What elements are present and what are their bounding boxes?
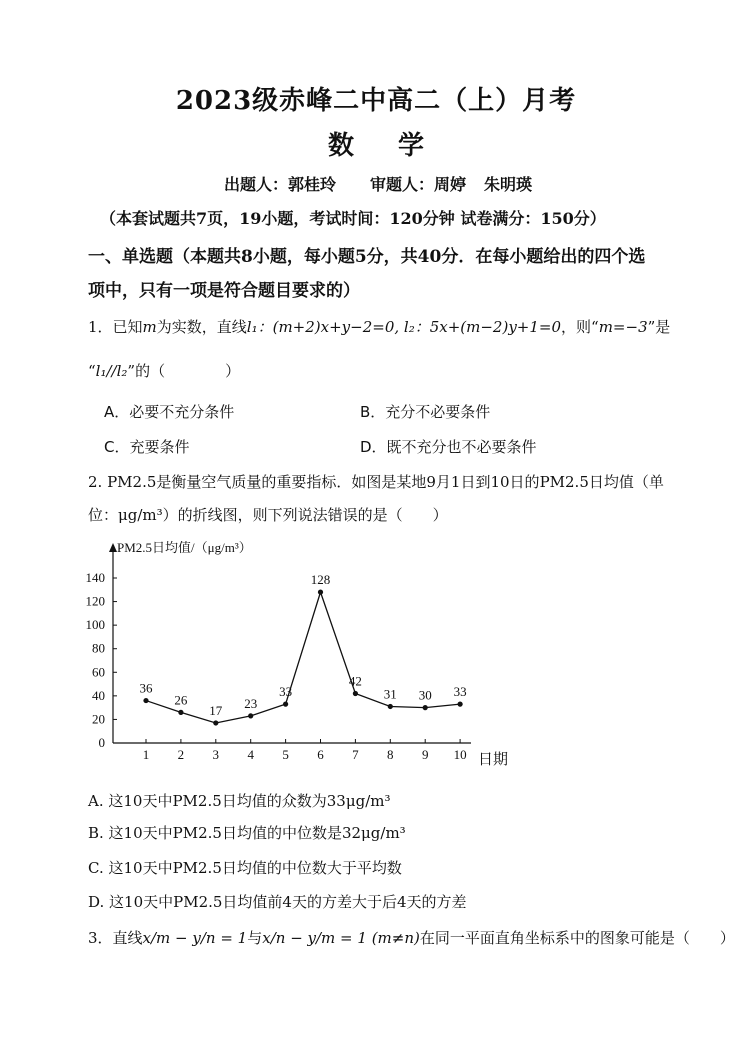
y-tick-label: 100	[86, 617, 105, 633]
x-tick-label: 4	[247, 747, 254, 762]
data-label: 26	[174, 692, 188, 708]
section-heading-line2: 项中，只有一项是符合题目要求的）	[88, 281, 360, 301]
q1-option-c[interactable]: C．充要条件	[104, 438, 190, 456]
y-tick-label: 80	[92, 640, 105, 656]
data-label: 23	[244, 695, 258, 711]
chart-ticks	[86, 570, 467, 762]
q1-parallel: l₁//l₂	[95, 362, 128, 380]
q1-option-b[interactable]: B．充分不必要条件	[360, 403, 491, 421]
data-point	[283, 702, 288, 707]
reviewer: 审题人：周婷	[370, 175, 467, 194]
data-point	[143, 698, 148, 703]
data-point	[388, 704, 393, 709]
y-tick-label: 120	[86, 593, 105, 609]
x-tick-label: 5	[282, 747, 289, 762]
q2-option-b[interactable]: B. 这10天中PM2.5日均值的中位数是32μg/m³	[88, 824, 406, 842]
q1-option-a[interactable]: A．必要不充分条件	[104, 403, 235, 421]
reviewer-2: 朱明瑛	[484, 175, 533, 194]
data-label: 33	[453, 684, 467, 700]
data-point	[213, 720, 218, 725]
authors-line	[224, 172, 532, 195]
q2-option-d[interactable]: D. 这10天中PM2.5日均值前4天的方差大于后4天的方差	[88, 893, 467, 911]
x-tick-label: 7	[352, 747, 359, 762]
q1-condition: m=−3	[598, 318, 648, 336]
y-tick-label: 40	[92, 687, 105, 703]
question-1-line2: “l₁//l₂”的（ ）	[88, 362, 241, 380]
q3-equation-1: x/m − y/n = 1	[142, 929, 248, 947]
x-tick-label: 2	[177, 747, 185, 762]
question-1-line1: 1．已知m为实数，直线l₁：(m+2)x+y−2=0, l₂：5x+(m−2)y+1=0，则“m=−3”是	[88, 318, 671, 336]
data-point	[353, 691, 358, 696]
chart-axes	[109, 543, 471, 743]
page-title: 2023级赤峰二中高二（上）月考	[175, 86, 577, 116]
data-label: 36	[139, 680, 153, 696]
data-point	[248, 713, 253, 718]
data-point	[318, 590, 323, 595]
y-tick-label: 140	[86, 570, 105, 585]
subject-title: 数学	[327, 131, 468, 161]
question-2-line2: 位：μg/m³）的折线图，则下列说法错误的是（ ）	[88, 506, 448, 524]
data-label: 31	[383, 686, 397, 702]
question-3: 3．直线x/m − y/n = 1与x/n − y/m = 1 (m≠n)在同一平面直角坐标系中的图象可能是（ ）	[88, 929, 735, 947]
question-2-line1: 2. PM2.5是衡量空气质量的重要指标．如图是某地9月1日到10日的PM2.5日均值（单	[88, 473, 664, 491]
section-heading-line1: 一、单选题（本题共8小题，每小题5分，共40分．在每小题给出的四个选	[88, 247, 646, 267]
setter: 出题人：郭桂玲	[224, 175, 337, 194]
q1-option-d[interactable]: D．既不充分也不必要条件	[360, 438, 537, 456]
data-point	[458, 702, 463, 707]
x-tick-label: 1	[142, 747, 150, 762]
y-axis-arrow	[109, 543, 117, 552]
exam-info: （本套试题共7页，19小题，考试时间：120分钟 试卷满分：150分）	[100, 209, 606, 228]
series-line	[146, 592, 460, 723]
pm25-line-chart	[86, 538, 526, 774]
y-axis-label: PM2.5日均值/（μg/m³）	[117, 540, 252, 555]
q3-equation-2: x/n − y/m = 1 (m≠n)	[262, 929, 420, 947]
x-axis-label: 日期	[478, 752, 509, 768]
y-tick-label: 60	[92, 664, 105, 680]
x-tick-label: 10	[453, 747, 467, 762]
y-tick-label: 20	[92, 711, 105, 727]
x-tick-label: 3	[212, 747, 220, 762]
x-tick-label: 8	[387, 747, 394, 762]
data-point	[178, 710, 183, 715]
chart-series	[140, 572, 467, 725]
data-label: 17	[209, 702, 223, 718]
data-label: 128	[310, 572, 331, 588]
x-tick-label: 6	[317, 747, 324, 762]
data-label: 33	[279, 684, 293, 700]
q1-lines-equation: l₁：(m+2)x+y−2=0, l₂：5x+(m−2)y+1=0	[246, 318, 562, 336]
data-label: 42	[348, 673, 362, 689]
data-point	[423, 705, 428, 710]
y-tick-label: 0	[98, 735, 105, 750]
data-label: 30	[418, 687, 432, 703]
q2-option-c[interactable]: C. 这10天中PM2.5日均值的中位数大于平均数	[88, 859, 402, 877]
x-tick-label: 9	[421, 747, 429, 762]
q2-option-a[interactable]: A. 这10天中PM2.5日均值的众数为33μg/m³	[88, 792, 391, 810]
